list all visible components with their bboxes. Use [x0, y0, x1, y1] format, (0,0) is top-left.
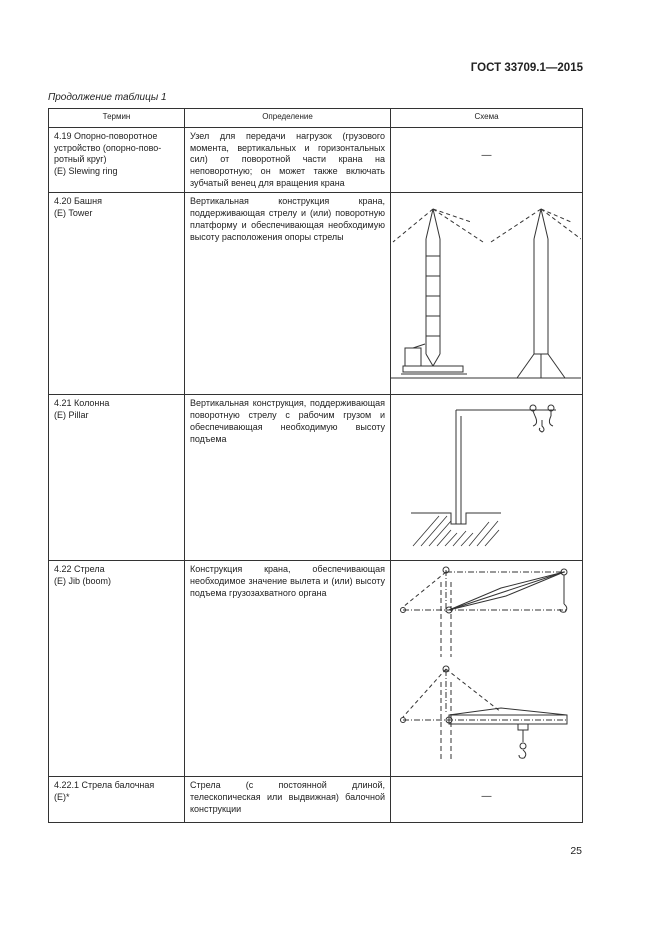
term-line: устройство (опорно-пово- [54, 142, 162, 153]
term-line: ротный круг) [54, 154, 107, 165]
definition-cell: Вертикальная конструкция, поддерживающая поворотную стрелу с рабочим грузом и обеспечивающая необходимую высоту подъема [185, 395, 391, 561]
term-line: 4.22.1 Стрела балочная [54, 780, 155, 791]
pillar-diagram [391, 396, 581, 560]
col-definition-header: Определение [185, 109, 391, 128]
tower-left [391, 209, 581, 378]
scheme-cell [391, 128, 583, 193]
definition-cell: Узел для передачи нагрузок (грузового момента, вертикальных и горизонтальных сил) от поворотной части крана на неповоротную; он может также включать зубчатый венец для вращения крана [185, 128, 391, 193]
scheme-cell [391, 777, 583, 823]
tower-right [491, 209, 581, 378]
page-number: 25 [570, 845, 582, 857]
scheme-dash: — [481, 791, 492, 803]
term-cell [49, 193, 185, 395]
table-row [49, 128, 583, 193]
term-cell [49, 777, 185, 823]
standard-number: ГОСТ 33709.1—2015 [470, 62, 583, 74]
col-scheme-header: Схема [391, 109, 583, 128]
table-row [49, 193, 583, 395]
scheme-cell [391, 561, 583, 777]
definition-cell: Вертикальная конструкция крана, поддерживающая стрелу и (или) поворотную платформу и обеспечивающая необходимую высоту расположения опоры стрелы [185, 193, 391, 395]
horizontal-jib [401, 666, 568, 762]
scheme-cell [391, 395, 583, 561]
term-cell [49, 561, 185, 777]
term-line: (E) Pillar [54, 410, 89, 421]
term-cell [49, 395, 185, 561]
table-header-row [49, 109, 583, 128]
term-line: 4.21 Колонна [54, 398, 110, 409]
term-line: 4.20 Башня [54, 196, 102, 207]
tower-diagram [391, 194, 581, 394]
col-term-header: Термин [49, 109, 185, 128]
table-row [49, 395, 583, 561]
table-caption: Продолжение таблицы 1 [48, 92, 167, 103]
term-cell [49, 128, 185, 193]
definition-cell: Конструкция крана, обеспечивающая необходимое значение вылета и (или) высоту подъема грузозахватного органа [185, 561, 391, 777]
term-line: (E) Tower [54, 208, 93, 219]
terms-table [48, 108, 583, 823]
definition-cell: Стрела (с постоянной длиной, телескопическая или выдвижная) балочной конструкции [185, 777, 391, 823]
scheme-cell [391, 193, 583, 395]
term-line: (E)* [54, 792, 70, 803]
term-line: (E) Slewing ring [54, 166, 118, 177]
table-row [49, 777, 583, 823]
term-line: 4.19 Опорно-поворотное [54, 131, 158, 141]
term-line: (E) Jib (boom) [54, 576, 112, 587]
term-line: 4.22 Стрела [54, 564, 105, 575]
scheme-dash: — [481, 150, 492, 161]
luffing-jib [401, 567, 568, 657]
jib-diagram [391, 562, 581, 776]
table-row [49, 561, 583, 777]
